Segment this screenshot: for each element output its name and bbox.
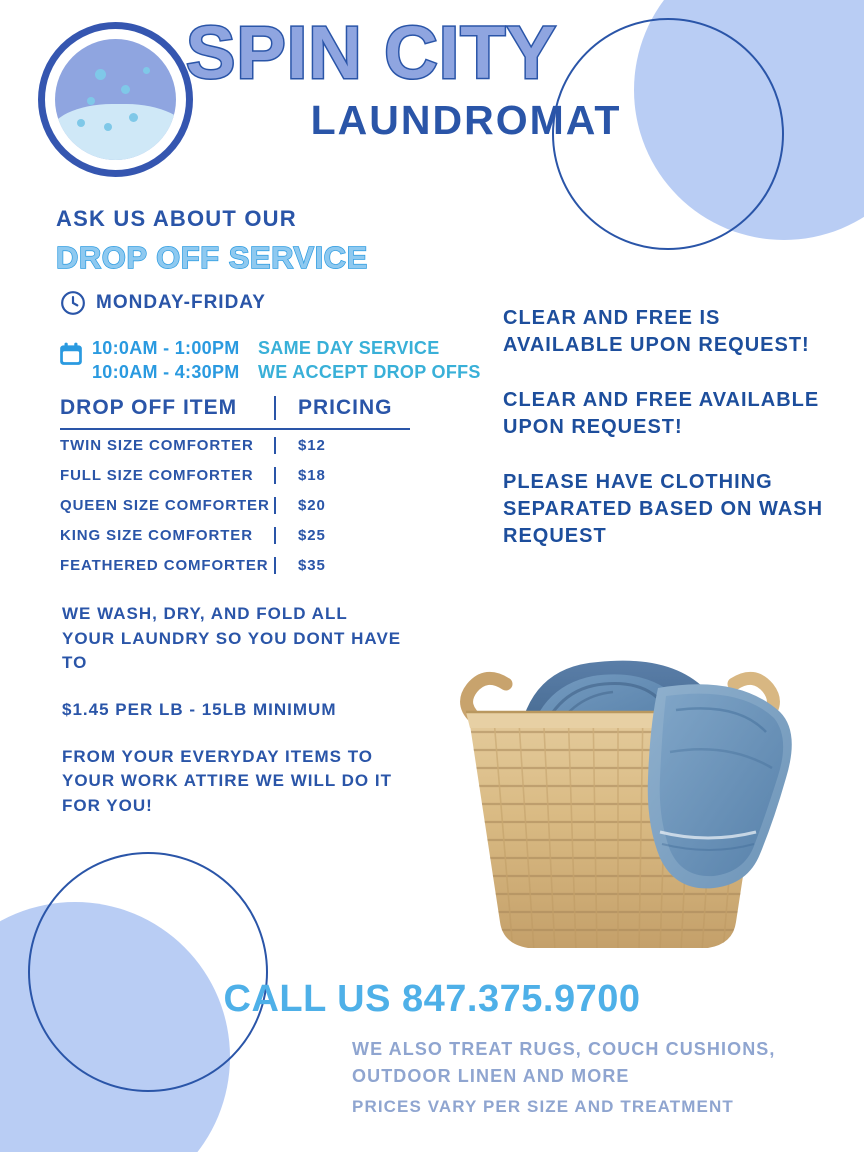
header	[0, 0, 864, 190]
table-cell-item: TWIN SIZE COMFORTER	[60, 437, 254, 454]
pricing-table	[60, 396, 410, 580]
washing-machine-drum-icon	[38, 22, 193, 177]
price-per-pound: $1.45 PER LB - 15LB MINIMUM	[62, 699, 337, 719]
service-description	[62, 602, 402, 840]
table-cell-price: $35	[274, 557, 378, 574]
hours-row	[92, 338, 481, 359]
business-days	[60, 290, 266, 316]
page-title: SPIN CITY	[186, 11, 557, 94]
business-hours	[58, 338, 481, 386]
table-row	[60, 520, 410, 550]
hours-row	[92, 362, 481, 383]
table-cell-item: FEATHERED COMFORTER	[60, 557, 269, 574]
service-description-line-1: WE WASH, DRY, AND FOLD ALL YOUR LAUNDRY SO YOU DONT HAVE TO	[62, 604, 402, 673]
ask-us-line: ASK US ABOUT OUR	[56, 206, 297, 231]
table-header-row	[60, 396, 410, 430]
table-cell-price: $12	[274, 437, 378, 454]
hours-note: SAME DAY SERVICE	[258, 338, 440, 358]
clock-icon	[60, 290, 86, 316]
calendar-icon	[58, 338, 84, 372]
hours-note: WE ACCEPT DROP OFFS	[258, 362, 481, 382]
decorative-ring-bottom-left	[28, 852, 268, 1092]
table-cell-item: KING SIZE COMFORTER	[60, 527, 253, 544]
column-header-pricing: PRICING	[274, 396, 393, 420]
service-notes	[503, 305, 833, 578]
wicker-basket-with-denim-laundry-image	[408, 592, 858, 992]
table-row	[60, 430, 410, 460]
table-cell-price: $18	[274, 467, 378, 484]
table-row	[60, 460, 410, 490]
call-us-phone[interactable]: CALL US 847.375.9700	[223, 978, 641, 1020]
note-separate-clothing: PLEASE HAVE CLOTHING SEPARATED BASED ON WASH REQUEST	[503, 471, 824, 547]
service-description-line-2: FROM YOUR EVERYDAY ITEMS TO YOUR WORK ATTIRE WE WILL DO IT FOR YOU!	[62, 746, 392, 815]
note-clear-and-free-1: CLEAR AND FREE IS AVAILABLE UPON REQUEST!	[503, 307, 810, 356]
drop-off-service-heading: DROP OFF SERVICE	[56, 240, 368, 275]
brand-block	[186, 11, 746, 143]
table-cell-price: $25	[274, 527, 378, 544]
business-days-label: MONDAY-FRIDAY	[96, 292, 266, 313]
table-row	[60, 490, 410, 520]
hours-time: 10:0AM - 1:00PM	[92, 338, 240, 358]
note-clear-and-free-2: CLEAR AND FREE AVAILABLE UPON REQUEST!	[503, 389, 820, 438]
column-header-item: DROP OFF ITEM	[60, 396, 238, 419]
footer-note-prices: PRICES VARY PER SIZE AND TREATMENT	[352, 1097, 734, 1116]
footer-note-services: WE ALSO TREAT RUGS, COUCH CUSHIONS, OUTDOOR LINEN AND MORE	[352, 1039, 776, 1086]
page-subtitle: LAUNDROMAT	[310, 97, 622, 143]
table-row	[60, 550, 410, 580]
table-cell-item: FULL SIZE COMFORTER	[60, 467, 254, 484]
hours-time: 10:0AM - 4:30PM	[92, 362, 240, 382]
table-cell-price: $20	[274, 497, 378, 514]
table-cell-item: QUEEN SIZE COMFORTER	[60, 497, 270, 514]
